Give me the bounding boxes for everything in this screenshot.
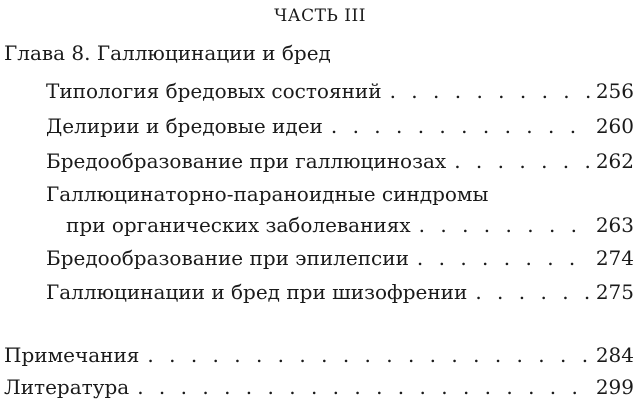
dot-leader [454,146,592,176]
dot-leader [137,372,592,402]
toc-entry-title: Литература [4,375,130,399]
toc-entry-continuation [66,210,634,240]
toc-entry [46,243,634,273]
dot-leader [147,340,591,370]
dot-leader [417,243,592,273]
toc-back-matter-entry [4,340,634,370]
dot-leader [475,277,591,307]
toc-entry [46,111,634,141]
toc-entry-page: 256 [595,79,634,103]
toc-entry-page: 274 [595,246,634,270]
toc-back-matter-entry [4,372,634,402]
toc-entry-title: Примечания [4,343,140,367]
toc-entry-page: 284 [595,343,634,367]
dot-leader [419,210,592,240]
toc-entry-title: Делирии и бредовые идеи [46,114,323,138]
toc-entry-title: Бредообразование при эпилепсии [46,246,409,270]
toc-entry [46,146,634,176]
toc-entry-page: 263 [595,213,634,237]
toc-entry-page: 275 [595,280,634,304]
dot-leader [390,76,592,106]
toc-entry-title-cont: при органических заболеваниях [66,213,411,237]
toc-entry [46,76,634,106]
toc-entry [46,277,634,307]
toc-entry-first-line [46,179,634,209]
toc-entry-title: Галлюцинаторно-параноидные синдромы [46,182,489,206]
toc-entry-page: 299 [595,375,634,399]
toc-entry-title: Бредообразование при галлюцинозах [46,149,447,173]
toc-entry-page: 260 [595,114,634,138]
part-heading: ЧАСТЬ III [274,6,366,26]
chapter-title: Глава 8. Галлюцинации и бред [4,41,331,65]
dot-leader [331,111,592,141]
toc-entry-title: Галлюцинации и бред при шизофрении [46,280,468,304]
toc-entry-title: Типология бредовых состояний [46,79,382,103]
toc-entry-page: 262 [595,149,634,173]
